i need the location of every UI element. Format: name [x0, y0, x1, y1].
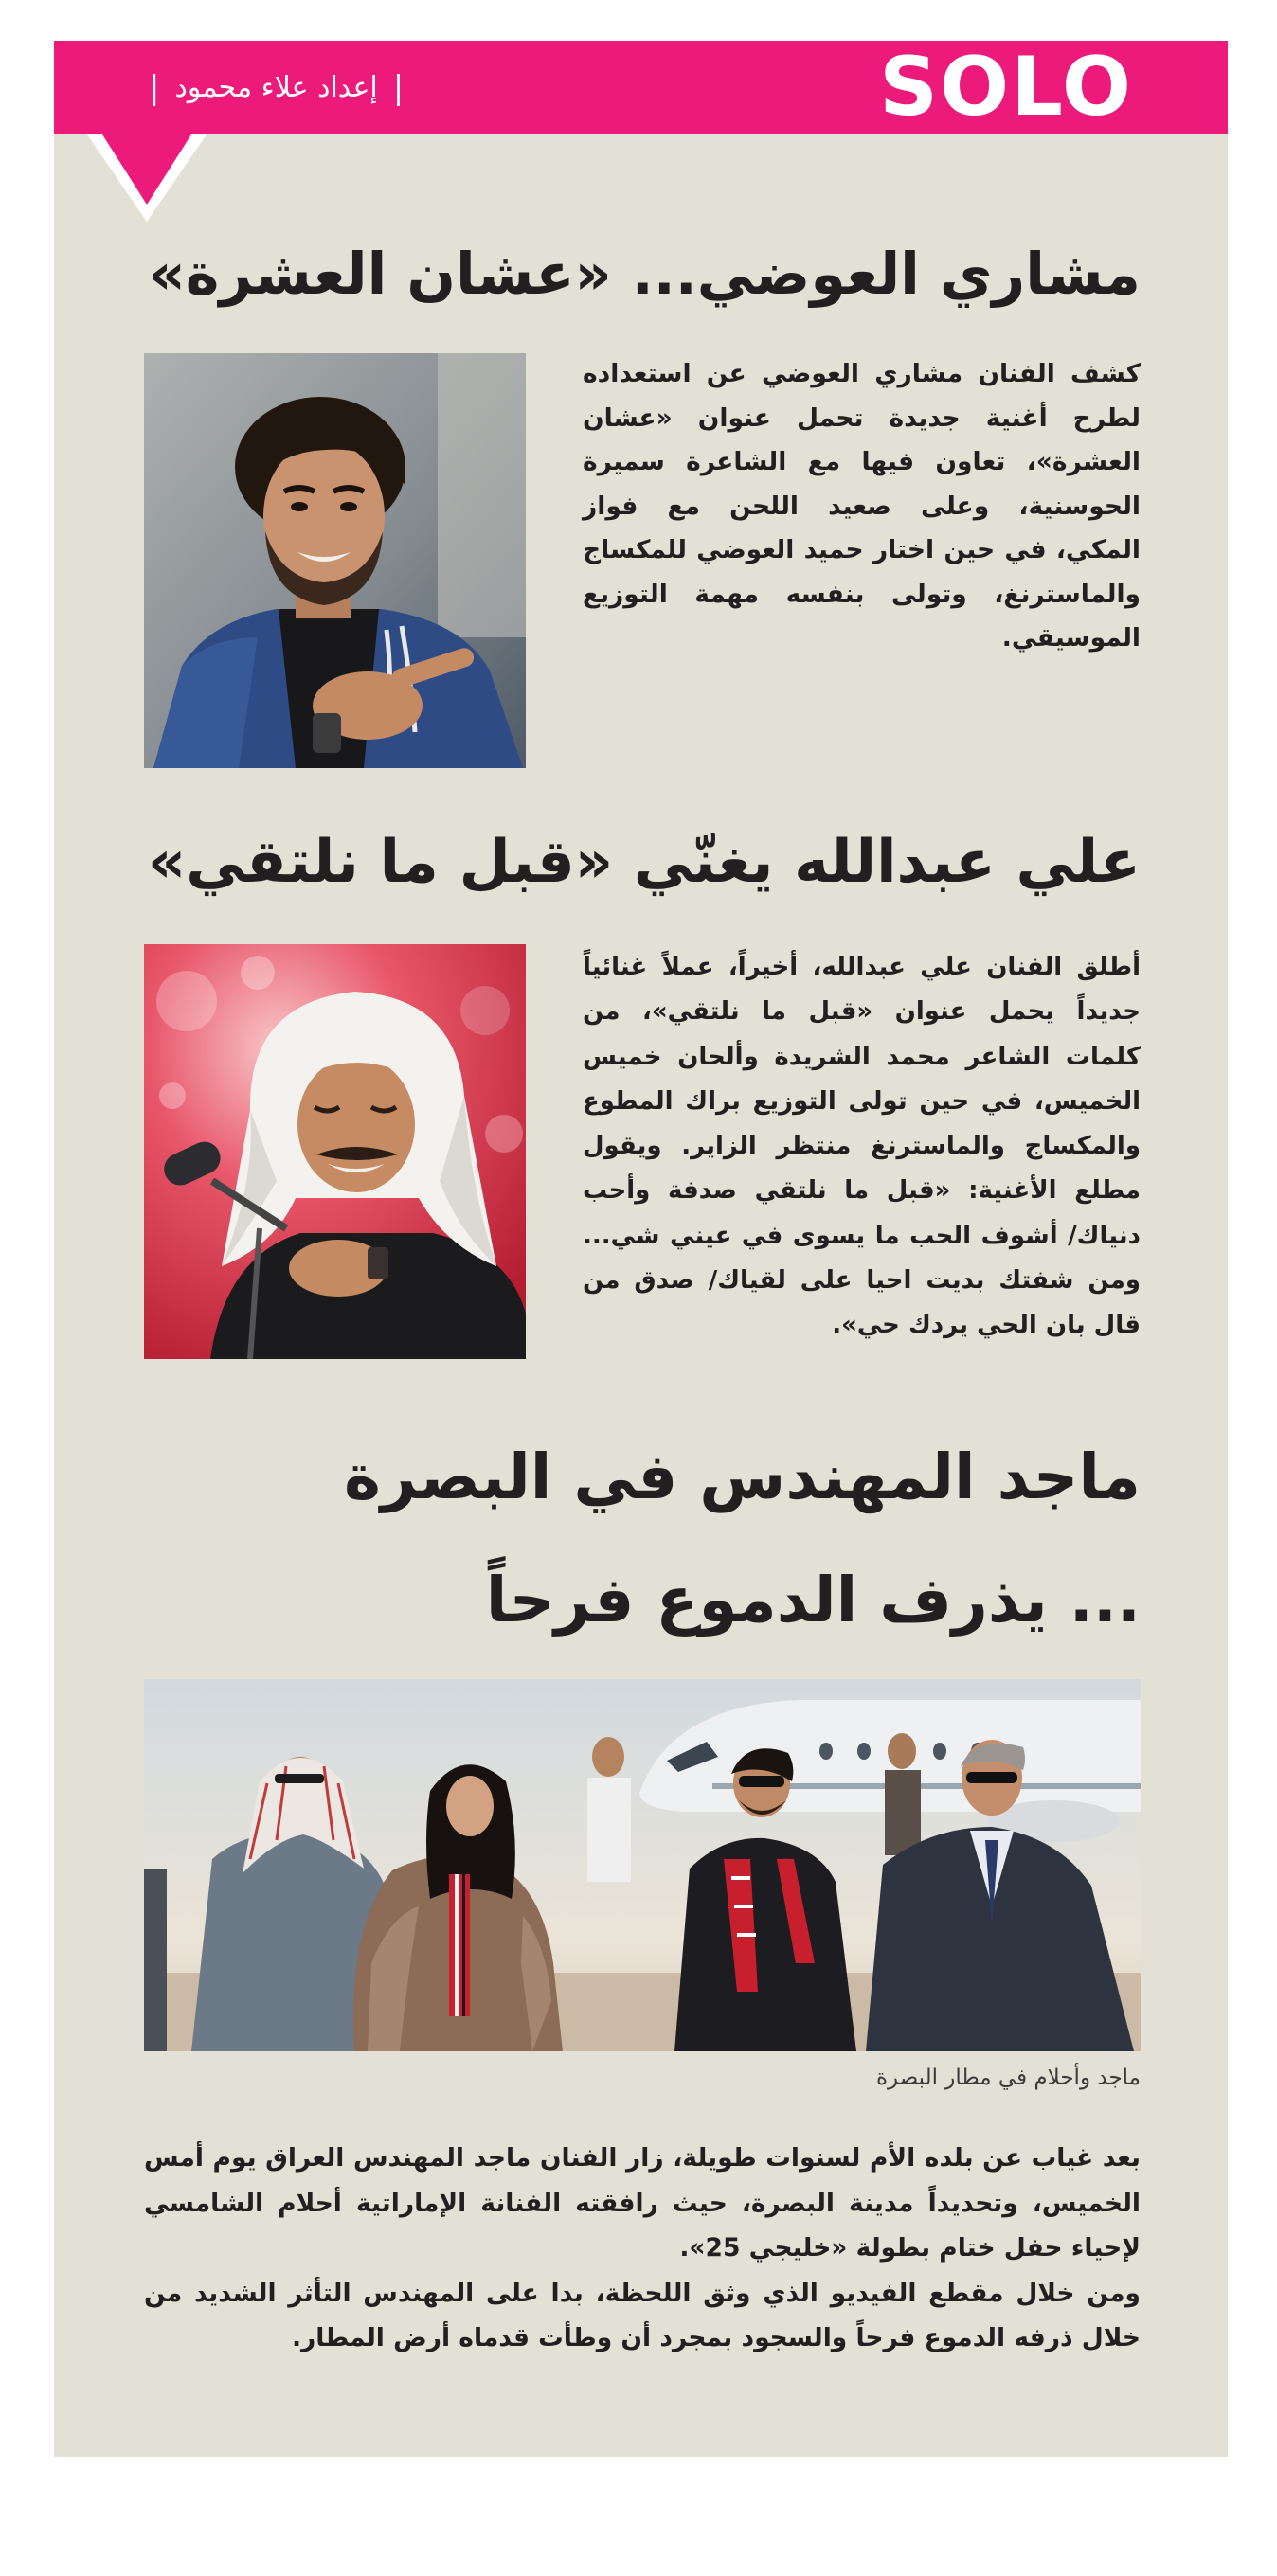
portrait-photo — [144, 944, 526, 1359]
body-line: الخميس، في حين تولى التوزيع براك المطوع — [583, 1086, 1141, 1116]
article-body-2 — [583, 945, 1141, 1349]
body-line: كشف الفنان مشاري العوضي عن استعداده — [583, 359, 1141, 388]
body-line: والمكساج والماسترنغ منتظر الزاير. ويقول — [583, 1132, 1141, 1161]
body-line: لإحياء حفل ختام بطولة «خليجي 25». — [679, 2233, 1141, 2263]
headline-article-3 — [144, 1416, 1141, 1662]
airport-group-photo — [144, 1679, 1141, 2051]
headline-article-2 — [144, 814, 1141, 909]
byline-divider-left: | — [149, 68, 160, 107]
byline-text: إعداد علاء محمود — [174, 71, 378, 104]
photo-caption: ماجد وأحلام في مطار البصرة — [875, 2066, 1141, 2090]
body-line: بعد غياب عن بلده الأم لسنوات طويلة، زار الفنان ماجد المهندس العراق يوم أمس — [144, 2143, 1141, 2173]
body-line: دنياك/ أشوف الحب ما يسوى في عيني شي... — [583, 1221, 1141, 1250]
headline-line: علي عبدالله يغنّي «قبل ما نلتقي» — [147, 827, 1141, 896]
body-line: لطرح أغنية جديدة تحمل عنوان «عشان — [583, 402, 1141, 433]
article-body-3 — [144, 2136, 1141, 2361]
portrait-photo — [144, 353, 526, 768]
headline-line: مشاري العوضي... «عشان العشرة» — [148, 242, 1141, 308]
section-header-bar — [54, 41, 1228, 134]
headline-line: ... يذرف الدموع فرحاً — [485, 1564, 1141, 1637]
byline — [149, 41, 404, 134]
body-line: ومن شفتك بديت احيا على لقياك/ صدق من — [583, 1266, 1141, 1296]
photo-article-1 — [144, 353, 526, 768]
header-pointer-icon — [76, 134, 218, 224]
body-line: جديداً يحمل عنوان «قبل ما نلتقي»، من — [583, 997, 1141, 1027]
photo-article-2 — [144, 944, 526, 1359]
body-line: الحوسنية، وعلى صعيد اللحن مع فواز — [583, 491, 1141, 521]
body-line: قال بان الحي يردك حي». — [832, 1311, 1141, 1340]
body-line: الخميس، وتحديداً مدينة البصرة، حيث رافقته الفنانة الإماراتية أحلام الشامسي — [144, 2188, 1141, 2218]
section-title: SOLO — [879, 40, 1133, 134]
headline-line: ماجد المهندس في البصرة — [343, 1440, 1141, 1513]
body-line: خلال ذرفه الدموع فرحاً والسجود بمجرد أن وطأت قدماه أرض المطار. — [291, 2323, 1141, 2352]
body-line: كلمات الشاعر محمد الشريدة وألحان خميس — [583, 1042, 1141, 1071]
headline-article-1 — [144, 227, 1141, 322]
byline-divider-right: | — [392, 68, 405, 107]
body-line: المكي، في حين اختار حميد العوضي للمكساج — [583, 535, 1141, 564]
photo-article-3 — [144, 1679, 1141, 2051]
body-line: والماسترنغ، وتولى بنفسه مهمة التوزيع — [583, 579, 1141, 609]
body-line: ومن خلال مقطع الفيديو الذي وثق اللحظة، بدا على المهندس التأثر الشديد من — [144, 2278, 1141, 2308]
body-line: العشرة»، تعاون فيها مع الشاعرة سميرة — [583, 447, 1141, 476]
article-body-1 — [583, 352, 1141, 661]
body-line: أطلق الفنان علي عبدالله، أخيراً، عملاً غنائياً — [583, 953, 1141, 981]
body-line: الموسيقي. — [1001, 623, 1141, 653]
body-line: مطلع الأغنية: «قبل ما نلتقي صدفة وأحب — [583, 1176, 1141, 1206]
